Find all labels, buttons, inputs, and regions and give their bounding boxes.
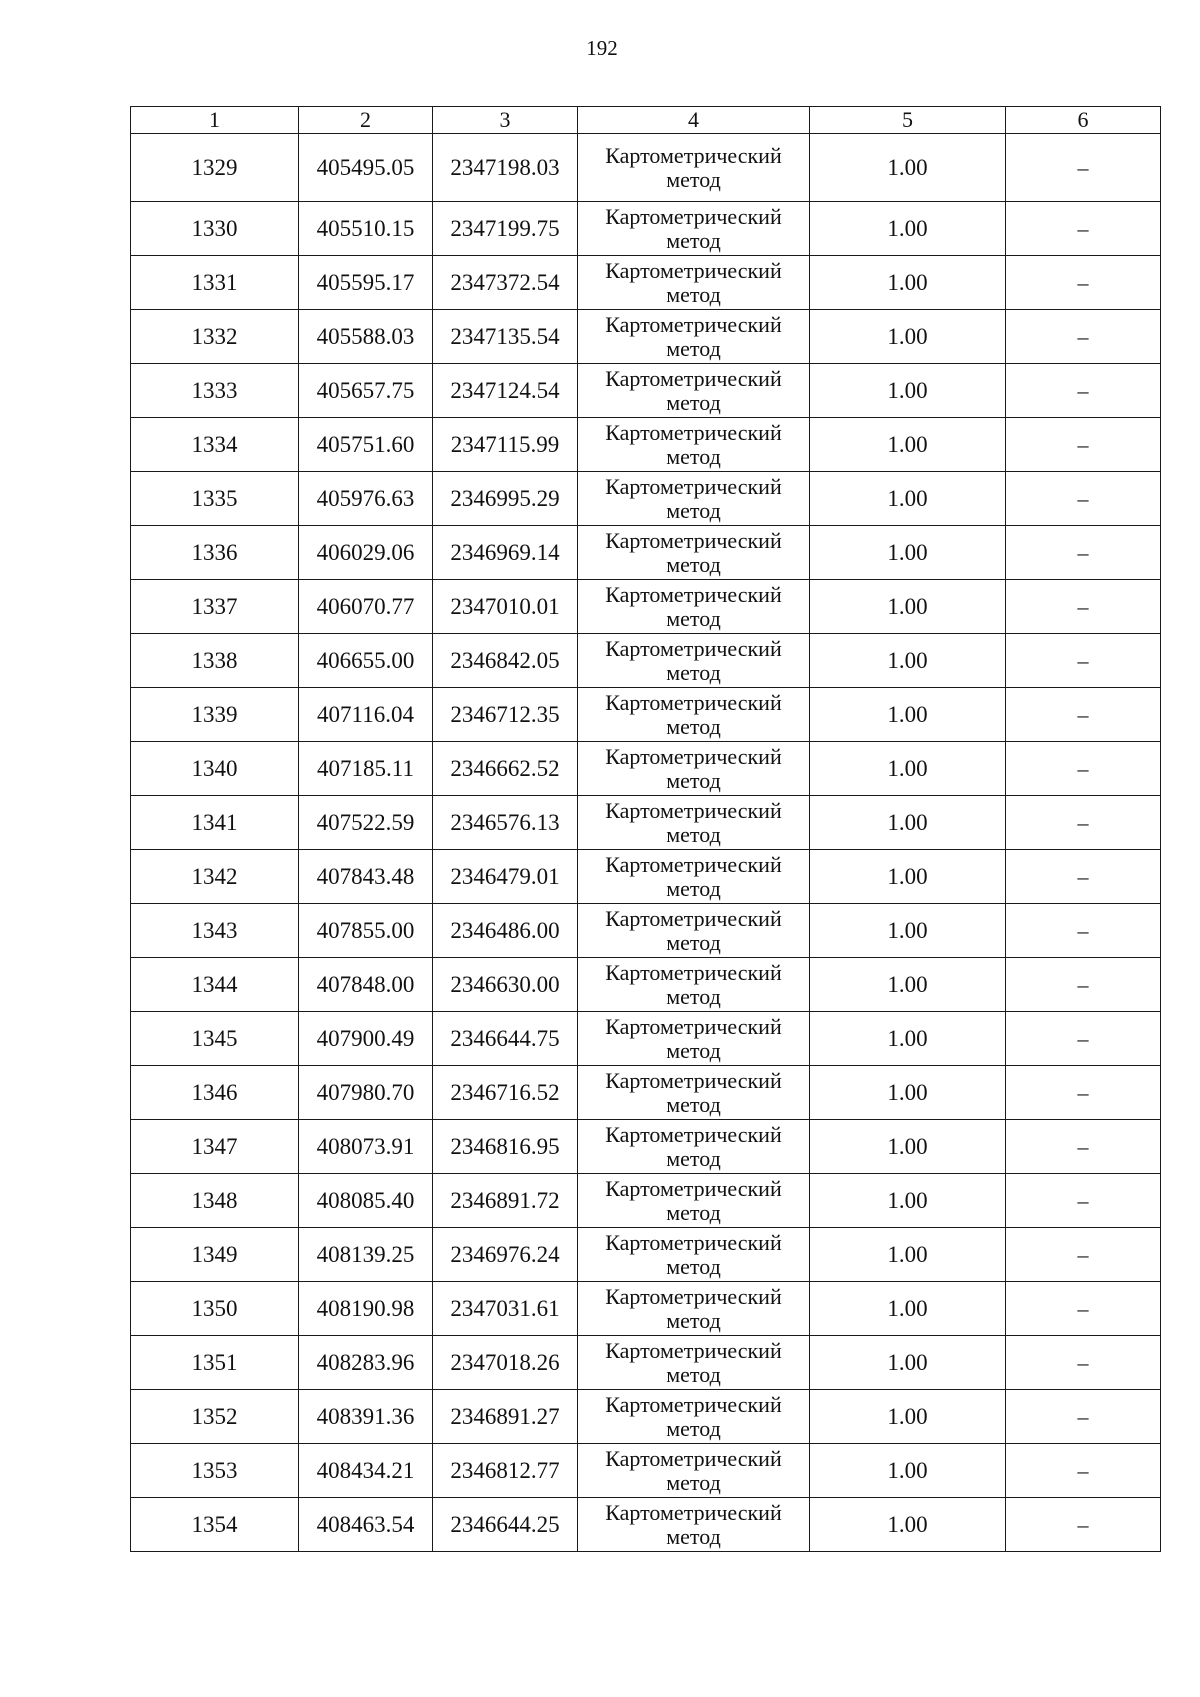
note-cell: – — [1006, 634, 1161, 688]
point-number-cell: 1352 — [131, 1390, 299, 1444]
accuracy-cell: 1.00 — [810, 796, 1006, 850]
method-line-2: метод — [666, 929, 721, 955]
method-cell — [578, 1174, 810, 1228]
method-line-1: Картометрический — [605, 1121, 782, 1147]
table-row — [131, 418, 1161, 472]
method-line-1: Картометрический — [605, 203, 782, 229]
method-line-2: метод — [666, 875, 721, 901]
point-number-cell: 1335 — [131, 472, 299, 526]
method-line-1: Картометрический — [605, 473, 782, 499]
method-cell — [578, 1498, 810, 1552]
y-coordinate-cell: 2347135.54 — [433, 310, 578, 364]
header-col-3: 3 — [433, 107, 578, 134]
method-line-2: метод — [666, 1307, 721, 1333]
accuracy-cell: 1.00 — [810, 256, 1006, 310]
method-line-2: метод — [666, 767, 721, 793]
y-coordinate-cell: 2346479.01 — [433, 850, 578, 904]
method-line-1: Картометрический — [605, 1067, 782, 1093]
y-coordinate-cell: 2346630.00 — [433, 958, 578, 1012]
method-line-2: метод — [666, 497, 721, 523]
point-number-cell: 1349 — [131, 1228, 299, 1282]
point-number-cell: 1342 — [131, 850, 299, 904]
table-row — [131, 688, 1161, 742]
method-line-1: Картометрический — [605, 419, 782, 445]
method-line-2: метод — [666, 1361, 721, 1387]
method-line-2: метод — [666, 1523, 721, 1549]
accuracy-cell: 1.00 — [810, 526, 1006, 580]
y-coordinate-cell: 2346891.27 — [433, 1390, 578, 1444]
method-cell — [578, 904, 810, 958]
method-cell — [578, 796, 810, 850]
x-coordinate-cell: 405751.60 — [299, 418, 433, 472]
accuracy-cell: 1.00 — [810, 634, 1006, 688]
method-cell — [578, 418, 810, 472]
method-line-1: Картометрический — [605, 311, 782, 337]
note-cell: – — [1006, 364, 1161, 418]
method-cell — [578, 742, 810, 796]
note-cell: – — [1006, 472, 1161, 526]
method-cell — [578, 1390, 810, 1444]
y-coordinate-cell: 2346712.35 — [433, 688, 578, 742]
x-coordinate-cell: 407116.04 — [299, 688, 433, 742]
method-line-1: Картометрический — [605, 1013, 782, 1039]
table-header-row — [131, 107, 1161, 134]
accuracy-cell: 1.00 — [810, 310, 1006, 364]
x-coordinate-cell: 405510.15 — [299, 202, 433, 256]
accuracy-cell: 1.00 — [810, 1444, 1006, 1498]
method-line-2: метод — [666, 389, 721, 415]
method-cell — [578, 850, 810, 904]
method-cell — [578, 256, 810, 310]
table-row — [131, 202, 1161, 256]
method-line-2: метод — [666, 1469, 721, 1495]
point-number-cell: 1354 — [131, 1498, 299, 1552]
accuracy-cell: 1.00 — [810, 580, 1006, 634]
table-row — [131, 1066, 1161, 1120]
note-cell: – — [1006, 134, 1161, 202]
method-line-2: метод — [666, 551, 721, 577]
method-cell — [578, 634, 810, 688]
method-cell — [578, 202, 810, 256]
method-line-1: Картометрический — [605, 365, 782, 391]
note-cell: – — [1006, 1282, 1161, 1336]
x-coordinate-cell: 408139.25 — [299, 1228, 433, 1282]
note-cell: – — [1006, 1390, 1161, 1444]
accuracy-cell: 1.00 — [810, 1336, 1006, 1390]
method-cell — [578, 1120, 810, 1174]
table-row — [131, 850, 1161, 904]
method-line-1: Картометрический — [605, 851, 782, 877]
method-line-2: метод — [666, 1037, 721, 1063]
accuracy-cell: 1.00 — [810, 472, 1006, 526]
table-row — [131, 310, 1161, 364]
accuracy-cell: 1.00 — [810, 1174, 1006, 1228]
accuracy-cell: 1.00 — [810, 1066, 1006, 1120]
method-cell — [578, 310, 810, 364]
method-line-1: Картометрический — [605, 581, 782, 607]
point-number-cell: 1334 — [131, 418, 299, 472]
point-number-cell: 1341 — [131, 796, 299, 850]
y-coordinate-cell: 2346812.77 — [433, 1444, 578, 1498]
point-number-cell: 1331 — [131, 256, 299, 310]
note-cell: – — [1006, 580, 1161, 634]
x-coordinate-cell: 407980.70 — [299, 1066, 433, 1120]
method-cell — [578, 472, 810, 526]
accuracy-cell: 1.00 — [810, 688, 1006, 742]
point-number-cell: 1336 — [131, 526, 299, 580]
x-coordinate-cell: 407855.00 — [299, 904, 433, 958]
note-cell: – — [1006, 796, 1161, 850]
method-line-2: метод — [666, 443, 721, 469]
accuracy-cell: 1.00 — [810, 850, 1006, 904]
accuracy-cell: 1.00 — [810, 1120, 1006, 1174]
method-line-1: Картометрический — [605, 1229, 782, 1255]
note-cell: – — [1006, 688, 1161, 742]
y-coordinate-cell: 2347199.75 — [433, 202, 578, 256]
point-number-cell: 1350 — [131, 1282, 299, 1336]
table-row — [131, 1498, 1161, 1552]
note-cell: – — [1006, 310, 1161, 364]
point-number-cell: 1330 — [131, 202, 299, 256]
y-coordinate-cell: 2346842.05 — [433, 634, 578, 688]
x-coordinate-cell: 407185.11 — [299, 742, 433, 796]
accuracy-cell: 1.00 — [810, 1390, 1006, 1444]
table-row — [131, 1282, 1161, 1336]
y-coordinate-cell: 2346662.52 — [433, 742, 578, 796]
y-coordinate-cell: 2347372.54 — [433, 256, 578, 310]
point-number-cell: 1333 — [131, 364, 299, 418]
method-line-2: метод — [666, 166, 721, 192]
x-coordinate-cell: 408073.91 — [299, 1120, 433, 1174]
point-number-cell: 1353 — [131, 1444, 299, 1498]
point-number-cell: 1343 — [131, 904, 299, 958]
method-line-1: Картометрический — [605, 905, 782, 931]
x-coordinate-cell: 408085.40 — [299, 1174, 433, 1228]
point-number-cell: 1339 — [131, 688, 299, 742]
note-cell: – — [1006, 1228, 1161, 1282]
y-coordinate-cell: 2346969.14 — [433, 526, 578, 580]
header-col-2: 2 — [299, 107, 433, 134]
point-number-cell: 1345 — [131, 1012, 299, 1066]
note-cell: – — [1006, 958, 1161, 1012]
accuracy-cell: 1.00 — [810, 742, 1006, 796]
header-col-4: 4 — [578, 107, 810, 134]
method-line-1: Картометрический — [605, 1499, 782, 1525]
point-number-cell: 1346 — [131, 1066, 299, 1120]
x-coordinate-cell: 406655.00 — [299, 634, 433, 688]
table-row — [131, 134, 1161, 202]
method-line-1: Картометрический — [605, 1337, 782, 1363]
point-number-cell: 1329 — [131, 134, 299, 202]
note-cell: – — [1006, 1336, 1161, 1390]
method-line-2: метод — [666, 281, 721, 307]
x-coordinate-cell: 406029.06 — [299, 526, 433, 580]
table-row — [131, 364, 1161, 418]
header-col-6: 6 — [1006, 107, 1161, 134]
method-line-2: метод — [666, 1145, 721, 1171]
y-coordinate-cell: 2346644.75 — [433, 1012, 578, 1066]
x-coordinate-cell: 407848.00 — [299, 958, 433, 1012]
method-line-2: метод — [666, 659, 721, 685]
method-line-1: Картометрический — [605, 1283, 782, 1309]
point-number-cell: 1340 — [131, 742, 299, 796]
y-coordinate-cell: 2347031.61 — [433, 1282, 578, 1336]
accuracy-cell: 1.00 — [810, 418, 1006, 472]
y-coordinate-cell: 2346976.24 — [433, 1228, 578, 1282]
method-cell — [578, 688, 810, 742]
note-cell: – — [1006, 850, 1161, 904]
accuracy-cell: 1.00 — [810, 904, 1006, 958]
note-cell: – — [1006, 526, 1161, 580]
method-line-2: метод — [666, 713, 721, 739]
table-row — [131, 1390, 1161, 1444]
method-line-2: метод — [666, 983, 721, 1009]
method-cell — [578, 134, 810, 202]
point-number-cell: 1337 — [131, 580, 299, 634]
table-row — [131, 796, 1161, 850]
table-row — [131, 904, 1161, 958]
y-coordinate-cell: 2346995.29 — [433, 472, 578, 526]
method-line-1: Картометрический — [605, 635, 782, 661]
y-coordinate-cell: 2346486.00 — [433, 904, 578, 958]
method-line-1: Картометрический — [605, 1445, 782, 1471]
accuracy-cell: 1.00 — [810, 364, 1006, 418]
method-line-2: метод — [666, 605, 721, 631]
accuracy-cell: 1.00 — [810, 1498, 1006, 1552]
header-col-1: 1 — [131, 107, 299, 134]
table-row — [131, 1444, 1161, 1498]
x-coordinate-cell: 405976.63 — [299, 472, 433, 526]
table-row — [131, 472, 1161, 526]
method-line-1: Картометрический — [605, 1391, 782, 1417]
method-line-1: Картометрический — [605, 743, 782, 769]
accuracy-cell: 1.00 — [810, 1282, 1006, 1336]
y-coordinate-cell: 2347115.99 — [433, 418, 578, 472]
y-coordinate-cell: 2347018.26 — [433, 1336, 578, 1390]
table-row — [131, 256, 1161, 310]
x-coordinate-cell: 407843.48 — [299, 850, 433, 904]
point-number-cell: 1332 — [131, 310, 299, 364]
method-cell — [578, 1336, 810, 1390]
y-coordinate-cell: 2346644.25 — [433, 1498, 578, 1552]
note-cell: – — [1006, 1066, 1161, 1120]
x-coordinate-cell: 405595.17 — [299, 256, 433, 310]
page-number: 192 — [586, 36, 618, 60]
accuracy-cell: 1.00 — [810, 1228, 1006, 1282]
method-line-2: метод — [666, 821, 721, 847]
y-coordinate-cell: 2347124.54 — [433, 364, 578, 418]
method-line-1: Картометрический — [605, 257, 782, 283]
method-cell — [578, 1282, 810, 1336]
method-cell — [578, 1012, 810, 1066]
method-cell — [578, 580, 810, 634]
y-coordinate-cell: 2346891.72 — [433, 1174, 578, 1228]
table-row — [131, 958, 1161, 1012]
x-coordinate-cell: 408190.98 — [299, 1282, 433, 1336]
y-coordinate-cell: 2347198.03 — [433, 134, 578, 202]
point-number-cell: 1351 — [131, 1336, 299, 1390]
point-number-cell: 1347 — [131, 1120, 299, 1174]
accuracy-cell: 1.00 — [810, 134, 1006, 202]
x-coordinate-cell: 408434.21 — [299, 1444, 433, 1498]
y-coordinate-cell: 2346816.95 — [433, 1120, 578, 1174]
method-line-1: Картометрический — [605, 797, 782, 823]
note-cell: – — [1006, 742, 1161, 796]
header-col-5: 5 — [810, 107, 1006, 134]
note-cell: – — [1006, 418, 1161, 472]
note-cell: – — [1006, 256, 1161, 310]
note-cell: – — [1006, 202, 1161, 256]
method-line-2: метод — [666, 1199, 721, 1225]
accuracy-cell: 1.00 — [810, 958, 1006, 1012]
table-row — [131, 580, 1161, 634]
table-row — [131, 526, 1161, 580]
table-row — [131, 742, 1161, 796]
method-line-1: Картометрический — [605, 142, 782, 168]
point-number-cell: 1338 — [131, 634, 299, 688]
x-coordinate-cell: 406070.77 — [299, 580, 433, 634]
method-line-2: метод — [666, 227, 721, 253]
point-number-cell: 1348 — [131, 1174, 299, 1228]
method-line-1: Картометрический — [605, 1175, 782, 1201]
table-row — [131, 1012, 1161, 1066]
method-cell — [578, 1066, 810, 1120]
point-number-cell: 1344 — [131, 958, 299, 1012]
accuracy-cell: 1.00 — [810, 1012, 1006, 1066]
table-row — [131, 1120, 1161, 1174]
method-line-2: метод — [666, 1091, 721, 1117]
note-cell: – — [1006, 1012, 1161, 1066]
x-coordinate-cell: 407522.59 — [299, 796, 433, 850]
table-body — [131, 134, 1161, 1552]
y-coordinate-cell: 2346576.13 — [433, 796, 578, 850]
note-cell: – — [1006, 1444, 1161, 1498]
y-coordinate-cell: 2347010.01 — [433, 580, 578, 634]
method-line-2: метод — [666, 1415, 721, 1441]
x-coordinate-cell: 407900.49 — [299, 1012, 433, 1066]
table-row — [131, 634, 1161, 688]
x-coordinate-cell: 405495.05 — [299, 134, 433, 202]
table-row — [131, 1228, 1161, 1282]
x-coordinate-cell: 408463.54 — [299, 1498, 433, 1552]
y-coordinate-cell: 2346716.52 — [433, 1066, 578, 1120]
method-cell — [578, 958, 810, 1012]
method-cell — [578, 1228, 810, 1282]
accuracy-cell: 1.00 — [810, 202, 1006, 256]
table-row — [131, 1174, 1161, 1228]
method-cell — [578, 364, 810, 418]
method-line-1: Картометрический — [605, 689, 782, 715]
table-row — [131, 1336, 1161, 1390]
coordinates-table — [130, 106, 1161, 1552]
x-coordinate-cell: 408283.96 — [299, 1336, 433, 1390]
note-cell: – — [1006, 1174, 1161, 1228]
note-cell: – — [1006, 1498, 1161, 1552]
method-cell — [578, 526, 810, 580]
method-line-2: метод — [666, 335, 721, 361]
x-coordinate-cell: 405588.03 — [299, 310, 433, 364]
note-cell: – — [1006, 1120, 1161, 1174]
method-line-2: метод — [666, 1253, 721, 1279]
method-line-1: Картометрический — [605, 527, 782, 553]
x-coordinate-cell: 405657.75 — [299, 364, 433, 418]
x-coordinate-cell: 408391.36 — [299, 1390, 433, 1444]
method-cell — [578, 1444, 810, 1498]
method-line-1: Картометрический — [605, 959, 782, 985]
note-cell: – — [1006, 904, 1161, 958]
